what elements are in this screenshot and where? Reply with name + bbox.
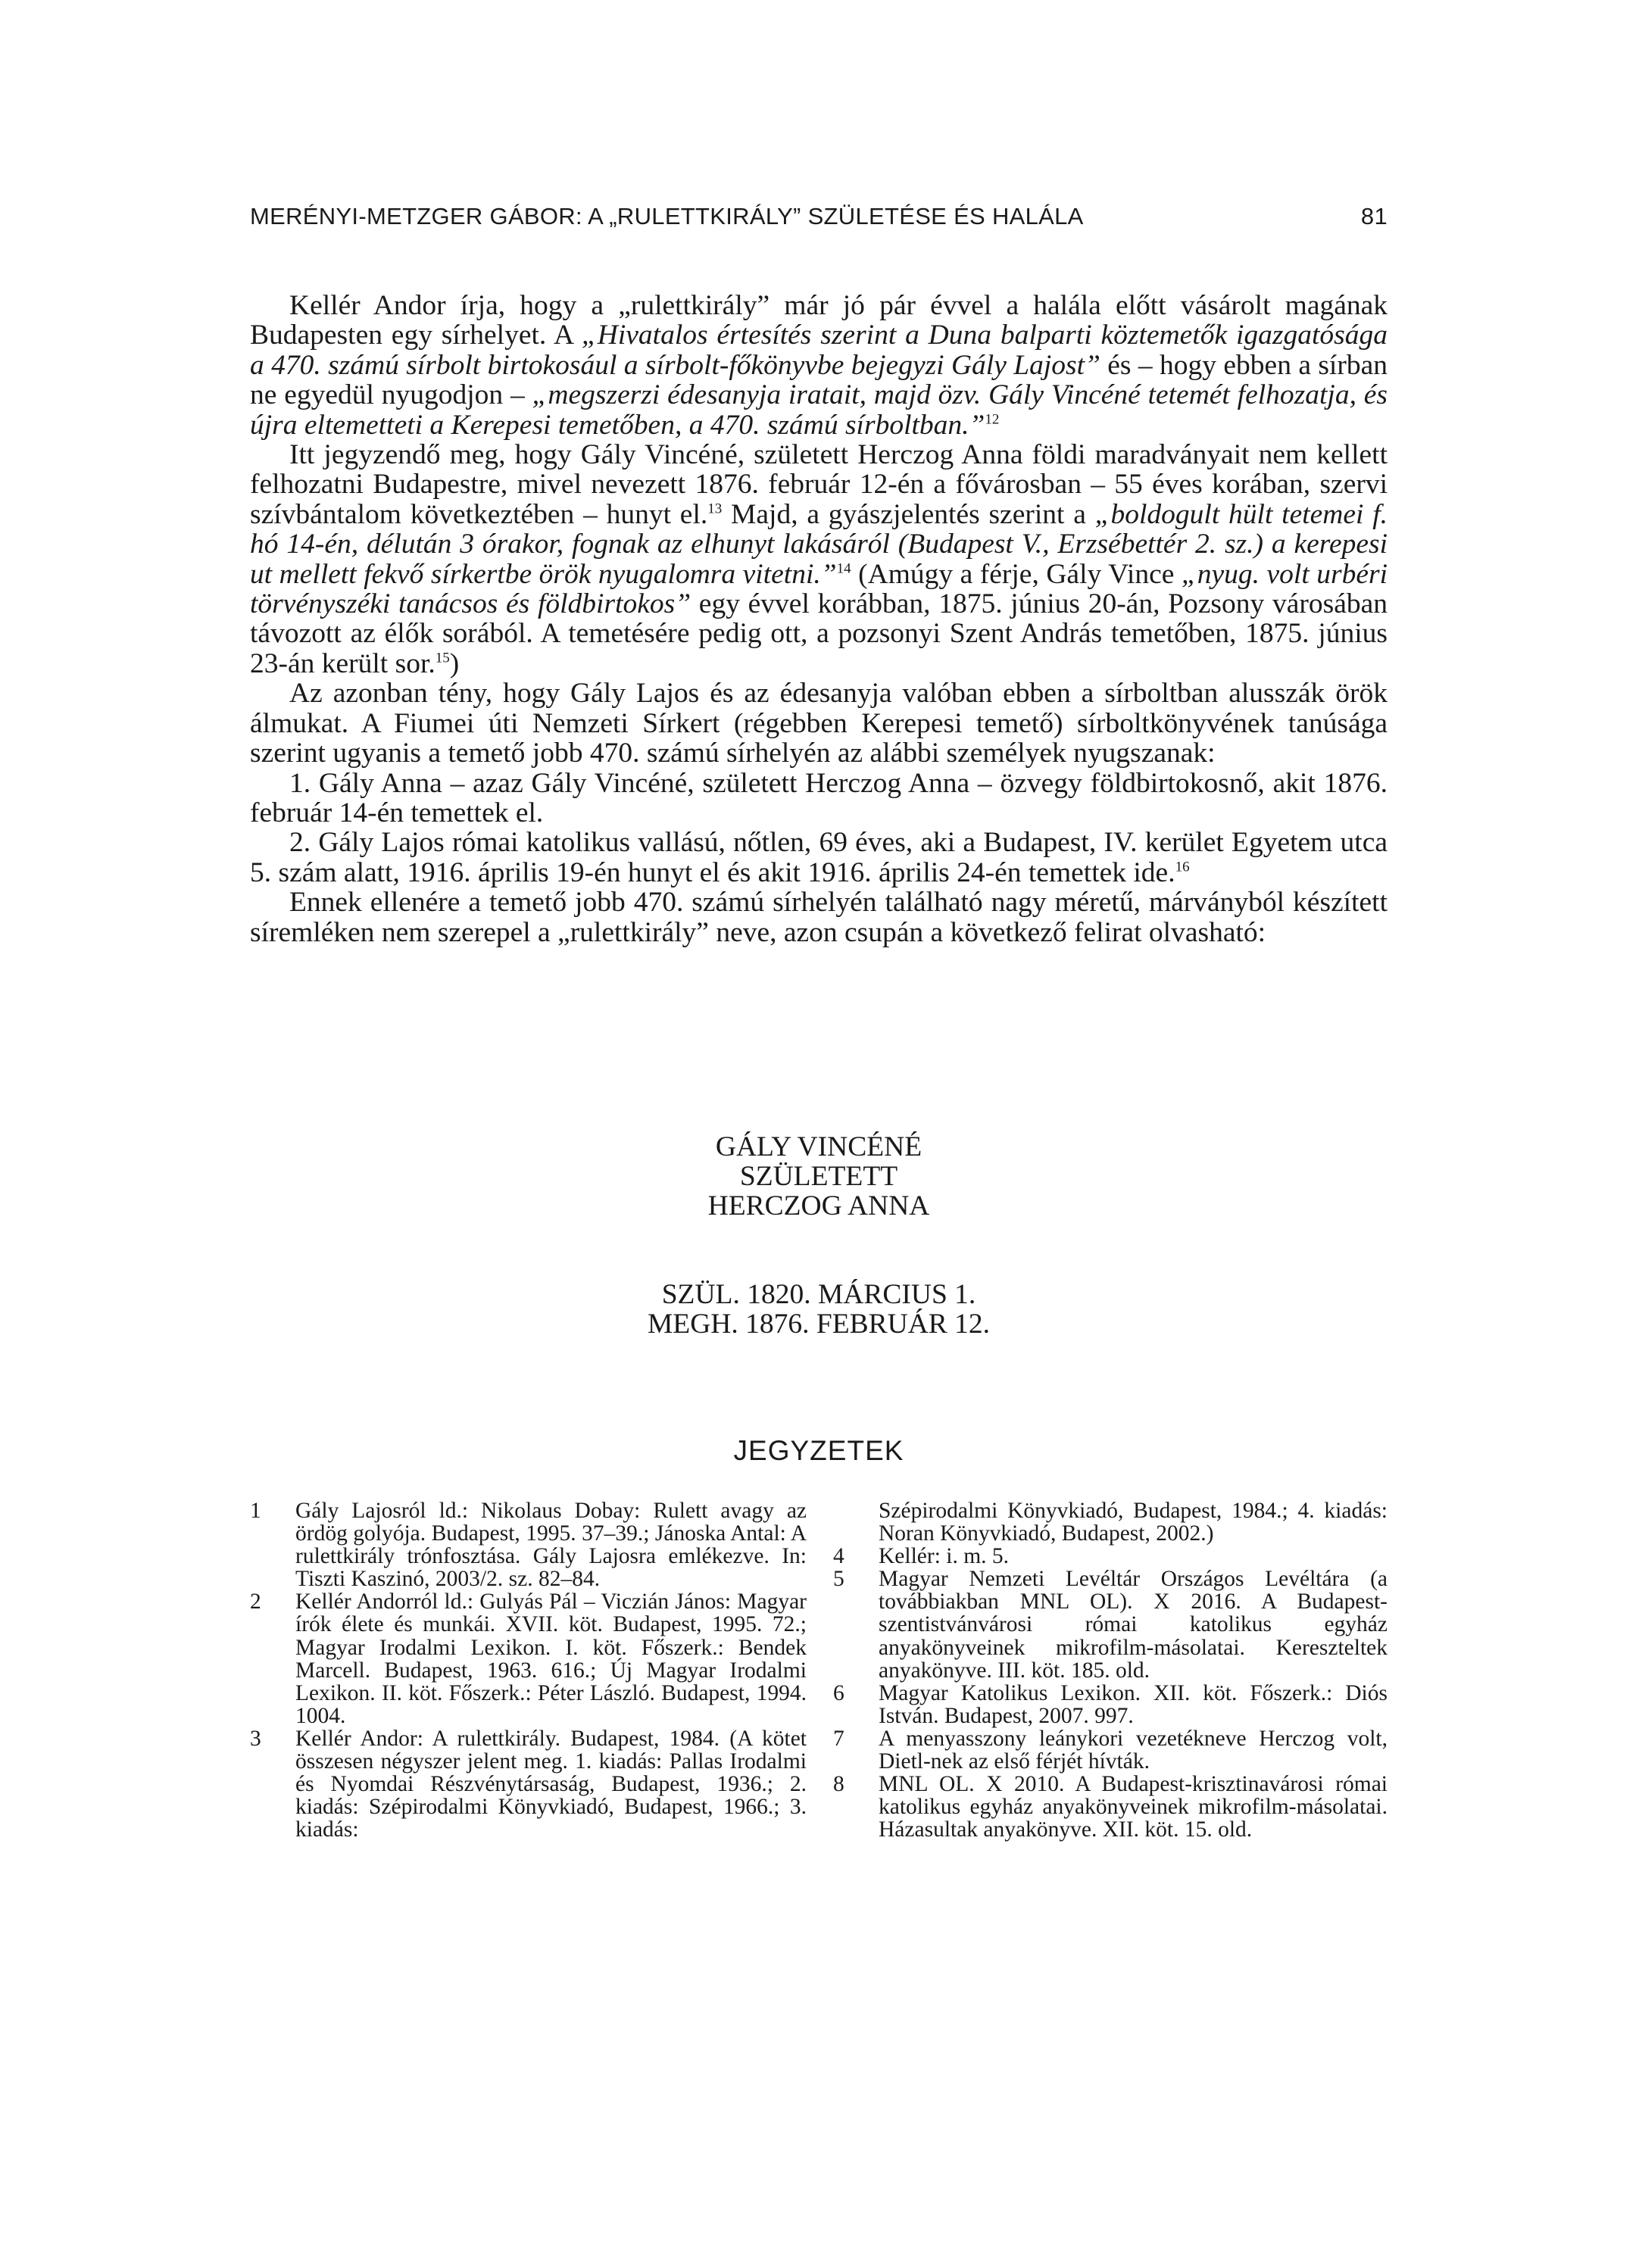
footnote-number: 2 xyxy=(250,1589,261,1614)
paragraph: Az azonban tény, hogy Gály Lajos és az édesanyja valóban ebben a sírboltban alusszák örök álmukat. A Fiumei úti Nemzeti Sírkert (régebben Kerepesi temető) sírboltkönyvének tanúsága szerint ugyanis a temető jobb 470. számú sírhelyén az alábbi személyek nyugszanak: xyxy=(250,678,1388,769)
footnote-number: 7 xyxy=(833,1726,844,1751)
footnote xyxy=(833,1773,1388,1841)
footnote-ref: 13 xyxy=(707,501,723,517)
footnote-number: 8 xyxy=(833,1772,844,1797)
footnote xyxy=(833,1568,1388,1681)
footnote-text: Szépirodalmi Könyvkiadó, Budapest, 1984.; 4. kiadás: Noran Könyvkiadó, Budapest, 2002.) xyxy=(879,1499,1388,1546)
footnote-number: 6 xyxy=(833,1680,844,1705)
footnote-text: Magyar Nemzeti Levéltár Országos Levéltára (a továbbiakban MNL OL). X 2016. A Budapest-szentistvánvárosi római katolikus egyház anyakönyveinek mikrofilm-másolatai. Kereszteltek anyakönyve. III. köt. 185. old. xyxy=(879,1567,1388,1683)
inscription-line: SZÜL. 1820. MÁRCIUS 1. xyxy=(661,1279,976,1310)
footnote xyxy=(250,1499,807,1590)
footnote xyxy=(833,1545,1388,1568)
footnote xyxy=(833,1727,1388,1773)
footnote xyxy=(833,1682,1388,1727)
notes-heading: JEGYZETEK xyxy=(733,1435,904,1466)
footnote-text: A menyasszony leánykori vezetékneve Herczog volt, Dietl-nek az első férjét hívták. xyxy=(879,1726,1388,1774)
footnote-text: Kellér: i. m. 5. xyxy=(879,1544,1010,1569)
footnote-number: 3 xyxy=(250,1726,261,1751)
footnote-text: Kellér Andor: A rulettkirály. Budapest, 1984. (A kötet összesen négyszer jelent meg. 1. kiadás: Pallas Irodalmi és Nyomdai Részvénytársaság, Budapest, 1936.; 2. kiadás: Szépirodalmi Könyvkiadó, Budapest, 1966.; 3. kiadás: xyxy=(295,1726,807,1842)
inscription-gap xyxy=(250,1221,1388,1280)
footnote-number: 4 xyxy=(833,1544,844,1569)
page-number: 81 xyxy=(1360,203,1388,229)
footnote-ref: 12 xyxy=(985,411,1000,428)
tombstone-inscription xyxy=(250,1132,1388,1339)
footnote-ref: 15 xyxy=(435,650,450,666)
footnote-number: 5 xyxy=(833,1567,844,1592)
inscription-line: SZÜLETETT xyxy=(739,1161,898,1192)
inscription-line: MEGH. 1876. FEBRUÁR 12. xyxy=(647,1309,991,1340)
list-item: 1. Gály Anna – azaz Gály Vincéné, született Herczog Anna – özvegy földbirtokosnő, akit 1876. február 14-én temettek el. xyxy=(250,767,1388,828)
inscription-line: HERCZOG ANNA xyxy=(707,1190,930,1221)
running-title: MERÉNYI-METZGER GÁBOR: A „RULETTKIRÁLY” SZÜLETÉSE ÉS HALÁLA xyxy=(250,203,1084,229)
footnote-text: MNL OL. X 2010. A Budapest-krisztinavárosi római katolikus egyház anyakönyveinek mikrofilm-másolatai. Házasultak anyakönyve. XII. köt. 15. old. xyxy=(879,1772,1388,1842)
list-item: 2. Gály Lajos római katolikus vallású, nőtlen, 69 éves, aki a Budapest, IV. kerület Egyetem utca 5. szám alatt, 1916. április 19-én hunyt el és akit 1916. április 24-én temettek ide.$^{16}$ xyxy=(250,827,1388,888)
body-text xyxy=(250,291,1388,947)
footnote xyxy=(833,1499,1388,1545)
footnote xyxy=(250,1727,807,1841)
notes-column-right xyxy=(833,1499,1388,1841)
paragraph: Kellér Andor írja, hogy a „rulettkirály” már jó pár évvel a halála előtt vásárolt magának Budapesten egy sírhelyet. A „Hivatalos értesítés szerint a Duna balparti köztemetők igazgatósága a 470. számú sírbolt birtokosául a sírbolt-főkönyvbe bejegyzi Gály Lajost” és – hogy ebben a sírban ne egyedül nyugodjon – „megszerzi édesanyja iratait, majd özv. Gály Vincéné tetemét felhozatja, és újra eltemetteti a Kerepesi temetőben, a 470. számú sírboltban.”$^{12}$ xyxy=(250,290,1388,441)
footnote-text: Gály Lajosról ld.: Nikolaus Dobay: Rulett avagy az ördög golyója. Budapest, 1995. 37–39.; Jánoska Antal: A rulettkirály trónfosztása. Gály Lajosra emlékezve. In: Tiszti Kaszinó, 2003/2. sz. 82–84. xyxy=(295,1499,807,1592)
footnote-text: Kellér Andorról ld.: Gulyás Pál – Viczián János: Magyar írók élete és munkái. XVII. köt. Budapest, 1995. 72.; Magyar Irodalmi Lexikon. I. köt. Főszerk.: Bendek Marcell. Budapest, 1963. 616.; Új Magyar Irodalmi Lexikon. II. köt. Főszerk.: Péter László. Budapest, 1994. 1004. xyxy=(295,1589,807,1728)
footnote-text: Magyar Katolikus Lexikon. XII. köt. Főszerk.: Diós István. Budapest, 2007. 997. xyxy=(879,1680,1388,1728)
footnote-ref: 16 xyxy=(1175,859,1190,875)
footnote xyxy=(250,1590,807,1727)
paragraph: Ennek ellenére a temető jobb 470. számú sírhelyén található nagy méretű, márványból készített síremléken nem szerepel a „rulettkirály” neve, azon csupán a következő felirat olvasható: xyxy=(250,887,1388,948)
footnote-number: 1 xyxy=(250,1499,261,1523)
footnote-ref: 14 xyxy=(836,560,851,577)
notes-column-left xyxy=(250,1499,807,1841)
paragraph: Itt jegyzendő meg, hogy Gály Vincéné, született Herczog Anna földi maradványait nem kellett felhozatni Budapestre, mivel nevezett 1876. február 12-én a fővárosban – 55 éves korában, szervi szívbántalom következtében – hunyt el.$^{13}$ Majd, a gyászjelentés szerint a „boldogult hült tetemei f. hó 14-én, délután 3 órakor, fognak az elhunyt lakásáról (Budapest V., Erzsébettér 2. sz.) a kerepesi ut mellett fekvő sírkertbe örök nyugalomra vitetni.”$^{14}$ (Amúgy a férje, Gály Vince „nyug. volt urbéri törvényszéki tanácsos és földbirtokos” egy évvel korábban, 1875. június 20-án, Pozsony városában távozott az élők sorából. A temetésére pedig ott, a pozsonyi Szent András temetőben, 1875. június 23-án került sor.$^{15}$) xyxy=(250,439,1388,679)
inscription-line: GÁLY VINCÉNÉ xyxy=(715,1131,922,1162)
